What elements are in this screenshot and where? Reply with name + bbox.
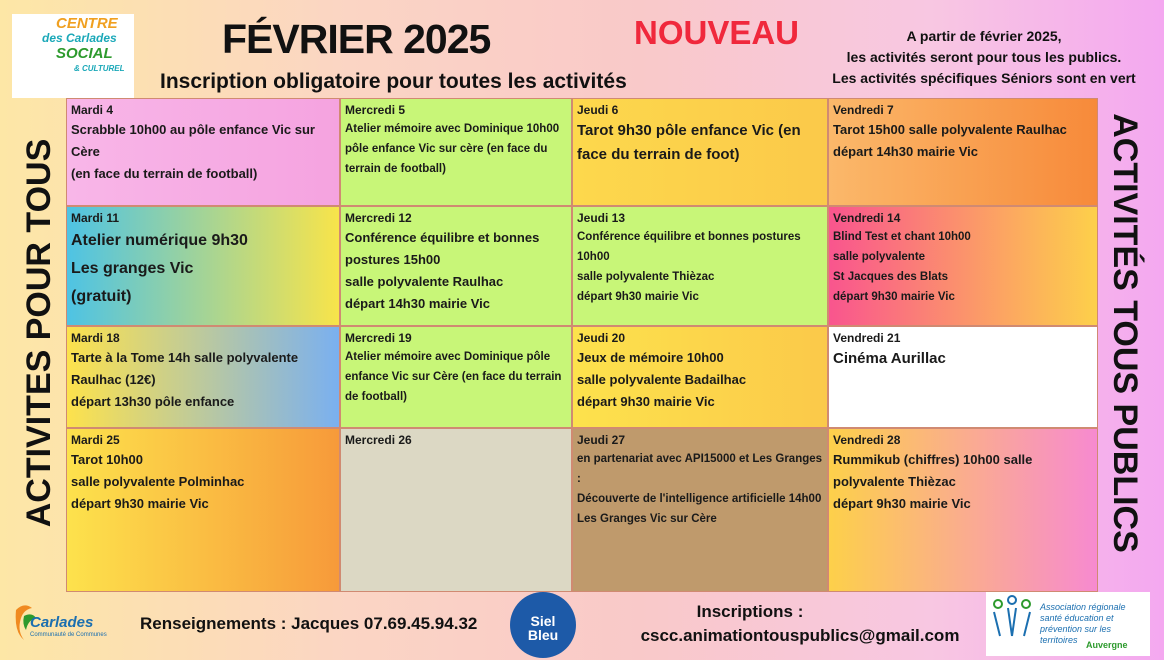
side-label-right: ACTIVITÉS TOUS PUBLICS	[1106, 113, 1144, 553]
cell-day-label: Mardi 25	[71, 433, 120, 447]
calendar-cell	[828, 326, 1098, 428]
cell-day-label: Mardi 11	[71, 211, 120, 225]
cell-activity-text: St Jacques des Blats	[833, 271, 949, 283]
calendar-cell	[572, 206, 828, 326]
cell-day-label: Vendredi 14	[833, 211, 901, 225]
logo-line: SOCIAL	[56, 45, 113, 62]
calendar-cell	[340, 206, 572, 326]
cell-activity-text: Atelier mémoire avec Dominique 10h00 pôle enfance Vic sur cère (en face du terrain de football)	[345, 123, 560, 175]
page-subtitle: Inscription obligatoire pour toutes les activités	[160, 70, 627, 93]
cell-activity-text: Jeux de mémoire 10h00	[577, 350, 724, 365]
siel-line: Bleu	[527, 627, 559, 643]
calendar-cell	[828, 98, 1098, 206]
logo-line: & CULTUREL	[74, 64, 125, 73]
cell-activity-text: départ 9h30 mairie Vic	[833, 291, 955, 303]
cell-activity-text: départ 9h30 mairie Vic	[577, 394, 715, 409]
calendar-cell	[340, 98, 572, 206]
cell-activity-text: Atelier numérique 9h30	[71, 232, 248, 249]
cell-activity-text: Cinéma Aurillac	[833, 350, 946, 367]
logo-line: CENTRE	[56, 15, 118, 32]
contact-info: Renseignements : Jacques 07.69.45.94.32	[140, 614, 478, 633]
cell-activity-text: Tarot 15h00 salle polyvalente Raulhac départ 14h30 mairie Vic	[833, 122, 1067, 159]
calendar-cell	[66, 98, 340, 206]
calendar-cell	[66, 326, 340, 428]
cell-activity-text: Atelier mémoire avec Dominique pôle enfance Vic sur Cère (en face du terrain de football)	[345, 351, 562, 403]
notice-line: A partir de février 2025,	[906, 28, 1062, 44]
cell-activity-text: Conférence équilibre et bonnes postures 15h00	[345, 230, 540, 267]
calendar-cell	[828, 206, 1098, 326]
cell-activity-text: Tarot 10h00	[71, 452, 144, 467]
cell-activity-text: départ 13h30 pôle enfance	[71, 394, 235, 409]
cell-day-label: Jeudi 13	[577, 211, 626, 225]
notice-line: Les activités spécifiques Séniors sont en vert	[832, 70, 1136, 86]
siel-line: Siel	[530, 613, 556, 629]
calendar-cell	[340, 428, 572, 592]
cell-activity-text: Scrabble 10h00 au pôle enfance Vic sur Cère	[71, 122, 315, 159]
cell-activity-text: Rummikub (chiffres) 10h00 salle polyvalente Thièzac	[833, 452, 1033, 489]
logo-line: des Carlades	[42, 31, 117, 45]
logo-text	[16, 16, 132, 96]
calendar-cell	[828, 428, 1098, 592]
calendar-cell	[572, 428, 828, 592]
cell-day-label: Mercredi 19	[345, 331, 412, 345]
cell-activity-text: départ 14h30 mairie Vic	[345, 296, 491, 311]
calendar-cell	[340, 326, 572, 428]
cell-activity-text: salle polyvalente Badailhac	[577, 372, 747, 387]
calendar-cell	[572, 98, 828, 206]
cell-activity-text: salle polyvalente Polminhac	[71, 474, 245, 489]
calendar-grid	[66, 98, 1098, 592]
cell-activity-text: Conférence équilibre et bonnes postures 10h00	[577, 231, 801, 263]
cell-day-label: Jeudi 6	[577, 103, 619, 117]
notice-line: les activités seront pour tous les publics.	[846, 49, 1122, 65]
cell-activity-text: salle polyvalente Raulhac	[345, 274, 504, 289]
cell-day-label: Mardi 4	[71, 103, 114, 117]
notice-text	[806, 26, 1162, 89]
cell-activity-text: Les granges Vic	[71, 260, 194, 277]
siel-bleu-text	[510, 614, 576, 642]
cell-day-label: Mercredi 26	[345, 433, 412, 447]
calendar-cell	[572, 326, 828, 428]
ars-text: Association régionale santé éducation et prévention sur les territoires	[1040, 602, 1126, 645]
cell-activity-text: Tarot 9h30 pôle enfance Vic (en face du terrain de foot)	[577, 122, 801, 163]
cell-day-label: Mercredi 12	[345, 211, 412, 225]
cell-activity-text: (gratuit)	[71, 288, 132, 305]
calendar-cell	[66, 206, 340, 326]
side-label-left: ACTIVITES POUR TOUS	[20, 138, 58, 528]
nouveau-banner: NOUVEAU	[634, 14, 800, 51]
cell-day-label: Mercredi 5	[345, 103, 406, 117]
page-title: FÉVRIER 2025	[222, 16, 491, 62]
carlades-subtitle: Communauté de Communes	[30, 632, 107, 638]
cell-activity-text: en partenariat avec API15000 et Les Granges :	[577, 453, 823, 485]
inscriptions-email[interactable]: cscc.animationtouspublics@gmail.com	[640, 626, 960, 645]
cell-day-label: Jeudi 27	[577, 433, 626, 447]
cell-activity-text: départ 9h30 mairie Vic	[833, 496, 971, 511]
calendar-cell	[66, 428, 340, 592]
cell-day-label: Jeudi 20	[577, 331, 626, 345]
cell-activity-text: Blind Test et chant 10h00	[833, 231, 971, 243]
cell-activity-text: Découverte de l'intelligence artificielle 14h00 Les Granges Vic sur Cère	[577, 493, 822, 525]
cell-activity-text: départ 9h30 mairie Vic	[577, 291, 699, 303]
cell-activity-text: salle polyvalente Thièzac	[577, 271, 715, 283]
cell-day-label: Vendredi 28	[833, 433, 901, 447]
cell-day-label: Vendredi 21	[833, 331, 901, 345]
inscriptions-label: Inscriptions :	[696, 602, 804, 621]
cell-activity-text: (en face du terrain de football)	[71, 166, 258, 181]
cell-activity-text: départ 9h30 mairie Vic	[71, 496, 209, 511]
carlades-name: Carlades	[30, 614, 94, 631]
cell-activity-text: Tarte à la Tome 14h salle polyvalente Raulhac (12€)	[71, 350, 299, 387]
cell-day-label: Vendredi 7	[833, 103, 894, 117]
cell-activity-text: salle polyvalente	[833, 251, 926, 263]
cell-day-label: Mardi 18	[71, 331, 120, 345]
ars-region: Auvergne	[1086, 640, 1128, 650]
